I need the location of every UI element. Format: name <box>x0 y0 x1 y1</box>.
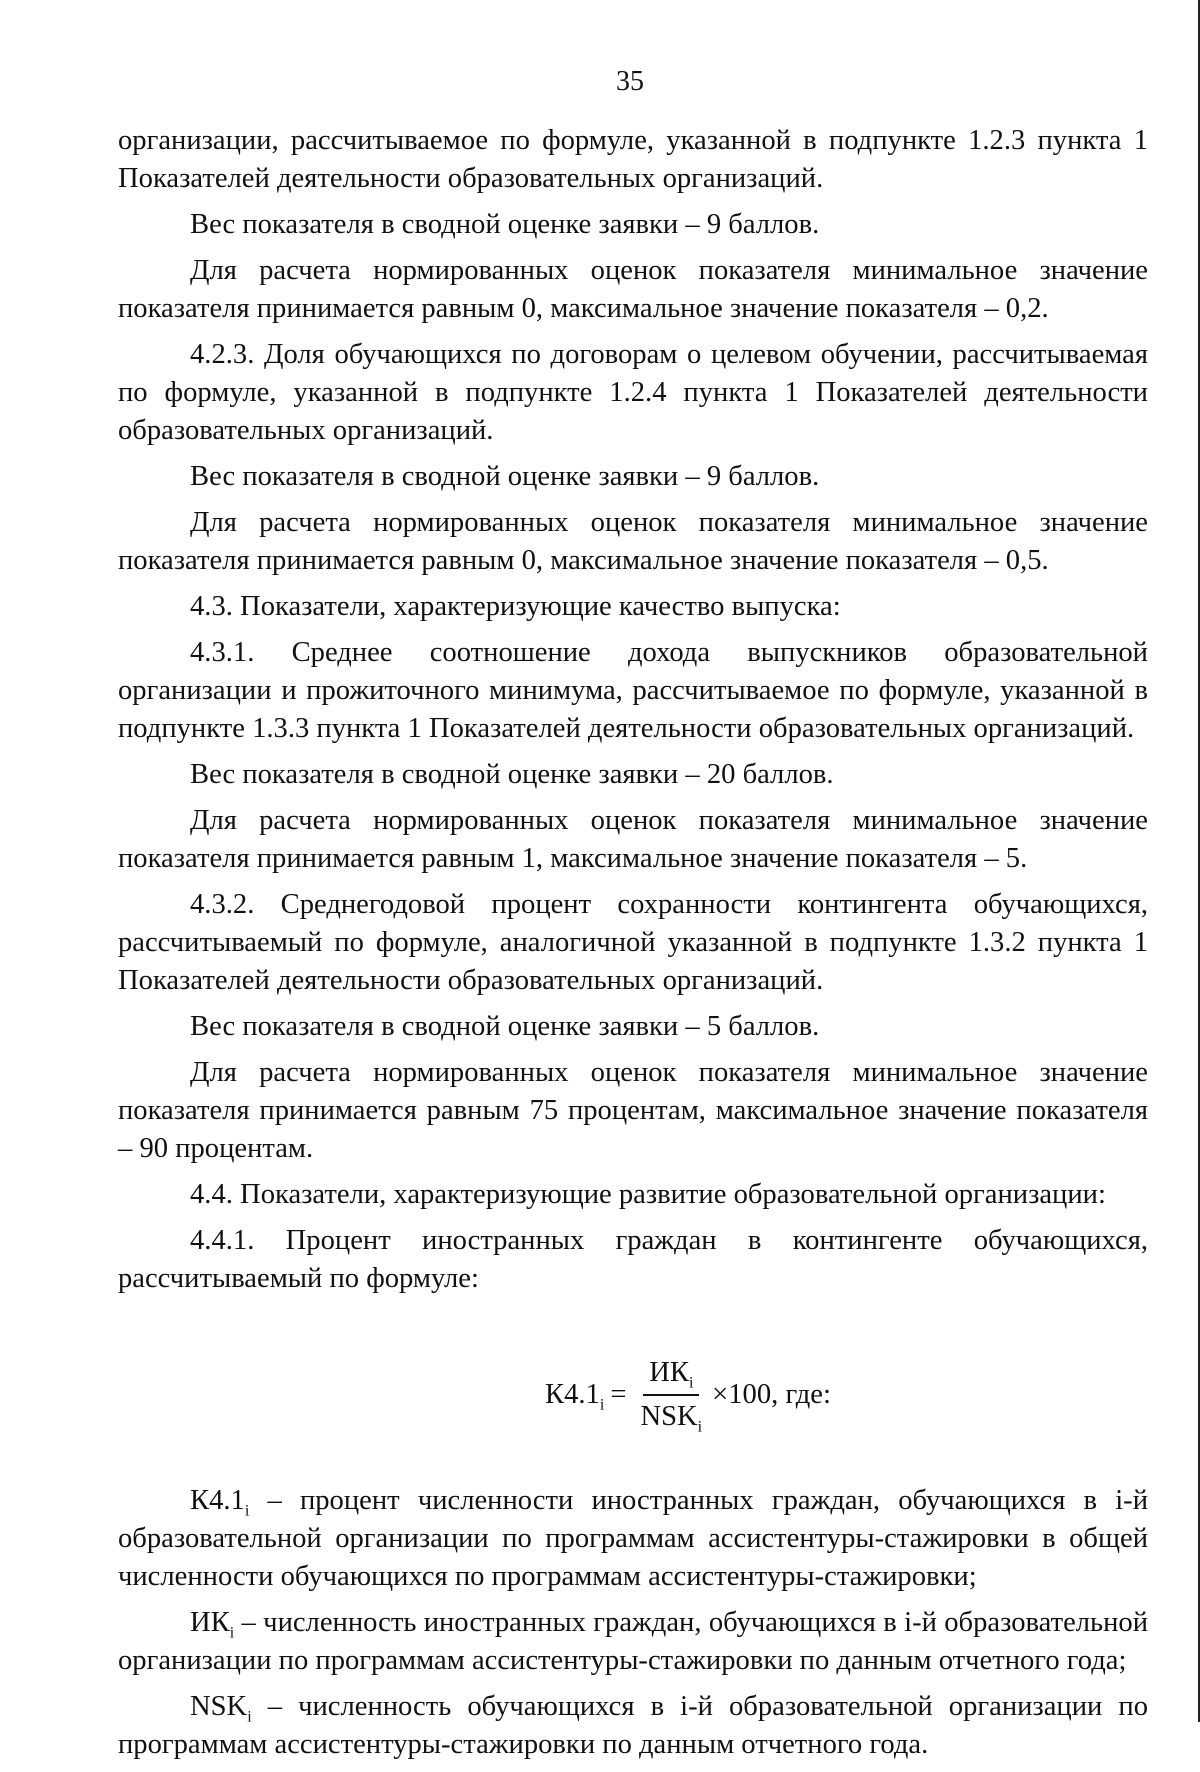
formula-lhs <box>545 1376 604 1414</box>
formula-den-base: NSK <box>640 1401 698 1432</box>
formula-denominator <box>634 1396 708 1436</box>
definition-term-base: NSK <box>190 1691 248 1722</box>
definition-term <box>190 1607 235 1642</box>
definition-term <box>190 1691 252 1726</box>
formula <box>118 1354 1148 1436</box>
page-number: 35 <box>616 66 644 97</box>
section-heading: 4.3. Показатели, характеризующие качество выпуска: <box>190 591 841 622</box>
section-heading: 4.4. Показатели, характеризующие развитие образовательной организации: <box>190 1179 1106 1210</box>
formula-numerator <box>643 1354 699 1396</box>
definition-text: – процент численности иностранных граждан, обучающихся в i-й образовательной организации по программам ассистентуры-стажировки в общей численности обучающихся по программам ассистентуры-стажировки; <box>118 1485 1148 1592</box>
definition-text: – численность иностранных граждан, обучающихся в i-й образовательной организации по программам ассистентуры-стажировки по данным отчетного года; <box>118 1607 1148 1676</box>
paragraph: Для расчета нормированных оценок показателя минимальное значение показателя принимается равным 0, максимальное значение показателя – 0,2. <box>118 255 1148 324</box>
formula-equals: = <box>610 1379 627 1410</box>
paragraph: Для расчета нормированных оценок показателя минимальное значение показателя принимается равным 0, максимальное значение показателя – 0,5. <box>118 507 1148 576</box>
formula-fraction <box>634 1354 708 1436</box>
paragraph: организации, рассчитываемое по формуле, указанной в подпункте 1.2.3 пункта 1 Показателей деятельности образовательных организаций. <box>118 125 1148 194</box>
paragraph: Вес показателя в сводной оценке заявки – 9 баллов. <box>190 461 820 492</box>
definition-term-sub: i <box>244 1502 250 1520</box>
paragraph: Вес показателя в сводной оценке заявки – 5 баллов. <box>190 1011 820 1042</box>
formula-den-sub: i <box>697 1418 703 1436</box>
paragraph: 4.3.1. Среднее соотношение дохода выпускников образовательной организации и прожиточного минимума, рассчитываемое по формуле, указанной в подпункте 1.3.3 пункта 1 Показателей деятельности образовательных организаций. <box>118 637 1148 744</box>
formula-num-sub: i <box>688 1374 694 1392</box>
paragraph: 4.3.2. Среднегодовой процент сохранности контингента обучающихся, рассчитываемый по формуле, аналогичной указанной в подпункте 1.3.2 пункта 1 Показателей деятельности образовательных организаций. <box>118 889 1148 996</box>
definition-term-sub: i <box>247 1708 252 1726</box>
formula-num-base: ИК <box>649 1357 689 1388</box>
definition-term-base: ИК <box>190 1607 230 1638</box>
paragraph: 4.2.3. Доля обучающихся по договорам о целевом обучении, рассчитываемая по формуле, указанной в подпункте 1.2.4 пункта 1 Показателей деятельности образовательных организаций. <box>118 339 1148 446</box>
paragraph: Для расчета нормированных оценок показателя минимальное значение показателя принимается равным 75 процентам, максимальное значение показателя – 90 процентам. <box>118 1057 1148 1164</box>
formula-tail: ×100, где: <box>712 1379 831 1410</box>
document-body <box>118 122 1148 1772</box>
definition <box>118 1688 1148 1764</box>
paragraph: Вес показателя в сводной оценке заявки – 9 баллов. <box>190 209 820 240</box>
formula-lhs-base: К4.1 <box>545 1379 600 1410</box>
definition-term-sub: i <box>229 1624 235 1642</box>
paragraph: 4.4.1. Процент иностранных граждан в контингенте обучающихся, рассчитываемый по формуле: <box>118 1225 1148 1294</box>
paragraph: Для расчета нормированных оценок показателя минимальное значение показателя принимается равным 1, максимальное значение показателя – 5. <box>118 805 1148 874</box>
definition-term <box>190 1485 250 1520</box>
definition <box>118 1482 1148 1596</box>
definition-term-base: К4.1 <box>190 1485 245 1516</box>
definition-text: – численность обучающихся в i-й образовательной организации по программам ассистентуры-стажировки по данным отчетного года. <box>118 1691 1148 1760</box>
definition <box>118 1604 1148 1680</box>
paragraph: Вес показателя в сводной оценке заявки – 20 баллов. <box>190 759 834 790</box>
formula-lhs-sub: i <box>599 1396 605 1414</box>
